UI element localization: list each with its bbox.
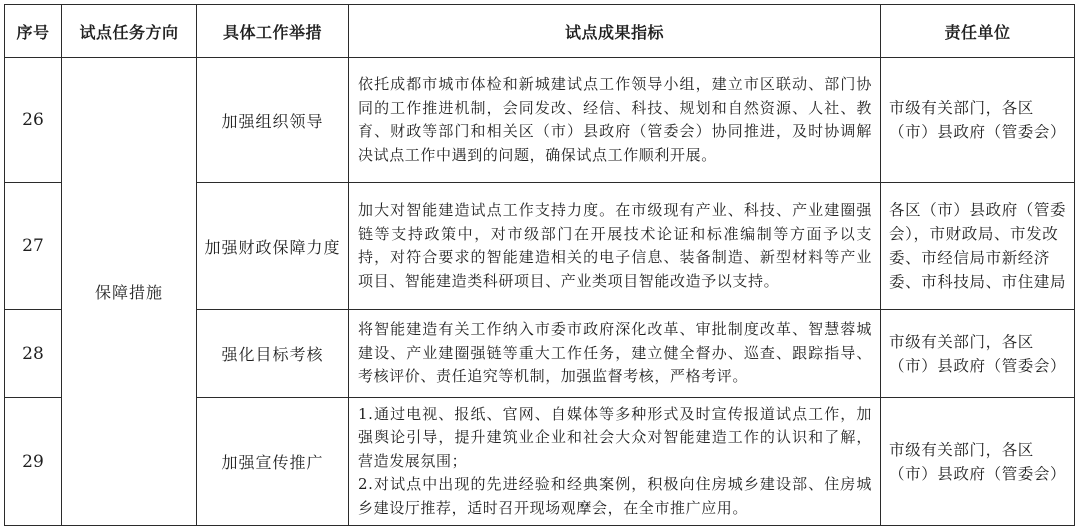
header-measure: 具体工作举措 xyxy=(197,5,349,58)
header-num: 序号 xyxy=(5,5,62,58)
result-indicator: 依托成都市城市体检和新城建试点工作领导小组，建立市区联动、部门协同的工作推进机制，会同发改、经信、科技、规划和自然资源、人社、教育、财政等部门和相关区（市）县政府（管委会）协同推进，及时协调解决试点工作中遇到的问题，确保试点工作顺利开展。 xyxy=(349,58,881,183)
task-direction-cell: 保障措施 xyxy=(62,58,197,526)
table-row xyxy=(5,58,1075,183)
task-table xyxy=(4,4,1075,526)
responsible-unit: 市级有关部门，各区（市）县政府（管委会） xyxy=(881,310,1075,398)
work-measure: 加强组织领导 xyxy=(197,58,349,183)
row-number: 28 xyxy=(5,310,62,398)
row-number: 29 xyxy=(5,398,62,526)
responsible-unit: 市级有关部门，各区（市）县政府（管委会） xyxy=(881,398,1075,526)
result-item: 2.对试点中出现的先进经验和经典案例，积极向住房城乡建设部、住房城乡建设厅推荐，适时召开现场观摩会，在全市推广应用。 xyxy=(358,475,872,517)
row-number: 26 xyxy=(5,58,62,183)
task-table-container xyxy=(4,4,1074,526)
result-indicator: 将智能建造有关工作纳入市委市政府深化改革、审批制度改革、智慧蓉城建设、产业建圈强链等重大工作任务，建立健全督办、巡查、跟踪指导、考核评价、责任追究等机制，加强监督考核，严格考评。 xyxy=(349,310,881,398)
row-number: 27 xyxy=(5,183,62,310)
header-row xyxy=(5,5,1075,58)
result-item: 1.通过电视、报纸、官网、自媒体等多种形式及时宣传报道试点工作，加强舆论引导，提升建筑业企业和社会大众对智能建造工作的认识和了解，营造发展氛围； xyxy=(358,404,872,470)
header-result: 试点成果指标 xyxy=(349,5,881,58)
work-measure: 加强财政保障力度 xyxy=(197,183,349,310)
result-indicator: 加大对智能建造试点工作支持力度。在市级现有产业、科技、产业建圈强链等支持政策中，对市级部门在开展技术论证和标准编制等方面予以支持，对符合要求的智能建造相关的电子信息、装备制造、新型材料等产业项目、智能建造类科研项目、产业类项目智能改造予以支持。 xyxy=(349,183,881,310)
result-indicator xyxy=(349,398,881,526)
header-unit: 责任单位 xyxy=(881,5,1075,58)
responsible-unit: 市级有关部门，各区（市）县政府（管委会） xyxy=(881,58,1075,183)
work-measure: 强化目标考核 xyxy=(197,310,349,398)
responsible-unit: 各区（市）县政府（管委会），市财政局、市发改委、市经信局市新经济委、市科技局、市住建局 xyxy=(881,183,1075,310)
work-measure: 加强宣传推广 xyxy=(197,398,349,526)
header-direction: 试点任务方向 xyxy=(62,5,197,58)
